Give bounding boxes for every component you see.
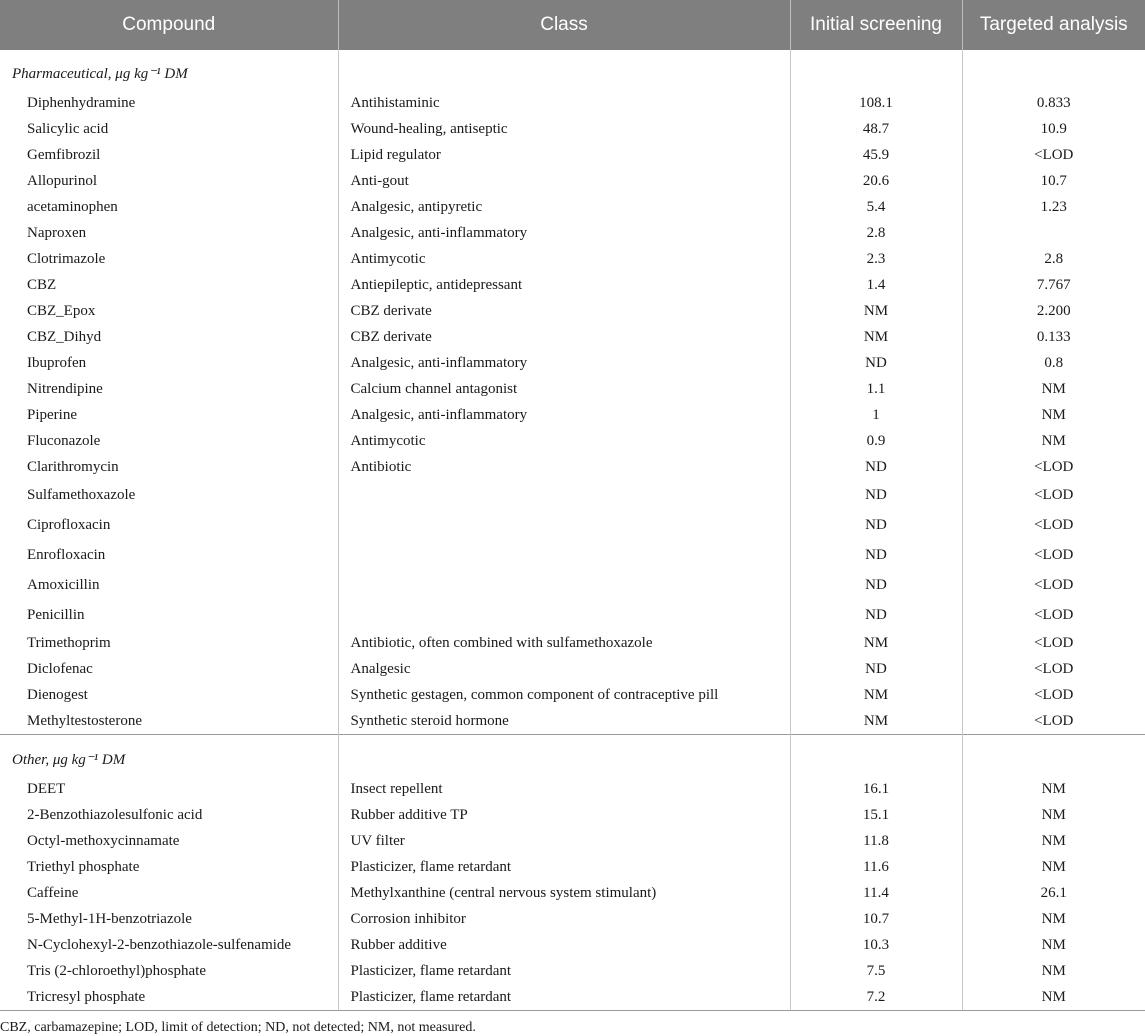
compound-cell: Salicylic acid — [0, 116, 338, 142]
initial-screening-cell: NM — [790, 324, 962, 350]
header-initial-screening: Initial screening — [790, 0, 962, 50]
compound-cell: Naproxen — [0, 220, 338, 246]
class-cell: Anti-gout — [338, 168, 790, 194]
targeted-analysis-cell: 2.8 — [1044, 250, 1064, 267]
targeted-analysis-cell: 7.767 — [1036, 276, 1071, 293]
initial-screening-cell: 10.3 — [790, 932, 962, 958]
table-row — [0, 376, 1145, 402]
compound-cell: Diphenhydramine — [0, 90, 338, 116]
initial-screening-cell: ND — [790, 454, 962, 480]
table-footnote: CBZ, carbamazepine; LOD, limit of detection; ND, not detected; NM, not measured. — [0, 1020, 476, 1035]
table-row — [0, 984, 1145, 1011]
targeted-analysis-cell: <LOD — [1034, 146, 1074, 163]
table-row — [0, 656, 1145, 682]
table-row — [0, 854, 1145, 880]
targeted-analysis-cell: NM — [1041, 962, 1066, 979]
class-cell: Analgesic, anti-inflammatory — [338, 402, 790, 428]
class-cell: Antibiotic, often combined with sulfamethoxazole — [338, 630, 790, 656]
initial-screening-cell: ND — [790, 480, 962, 510]
section-header-row — [0, 735, 1145, 777]
targeted-analysis-cell: <LOD — [1034, 634, 1074, 651]
initial-screening-cell: 5.4 — [790, 194, 962, 220]
initial-screening-cell: 7.2 — [790, 984, 962, 1011]
initial-screening-cell: 1.1 — [790, 376, 962, 402]
section-header-row — [0, 50, 1145, 90]
table-row — [0, 298, 1145, 324]
table-header-row — [0, 0, 1145, 50]
class-cell: Antibiotic — [338, 454, 790, 480]
initial-screening-cell: NM — [790, 682, 962, 708]
targeted-analysis-cell: <LOD — [1034, 576, 1074, 593]
table-row — [0, 220, 1145, 246]
compound-cell: 2-Benzothiazolesulfonic acid — [0, 802, 338, 828]
class-cell — [338, 540, 790, 570]
compound-cell: CBZ_Epox — [0, 298, 338, 324]
initial-screening-cell: ND — [790, 540, 962, 570]
initial-screening-cell: 2.8 — [790, 220, 962, 246]
table-row — [0, 350, 1145, 376]
compound-cell: Allopurinol — [0, 168, 338, 194]
table-row — [0, 540, 1145, 570]
section-empty-cell — [338, 735, 790, 777]
class-cell: Insect repellent — [338, 776, 790, 802]
targeted-analysis-cell: <LOD — [1034, 516, 1074, 533]
section-title: Other, μg kg⁻¹ DM — [0, 735, 338, 777]
class-cell: Antiepileptic, antidepressant — [338, 272, 790, 298]
initial-screening-cell: ND — [790, 600, 962, 630]
compound-cell: Clotrimazole — [0, 246, 338, 272]
table-row — [0, 932, 1145, 958]
table-row — [0, 802, 1145, 828]
class-cell: Wound-healing, antiseptic — [338, 116, 790, 142]
compound-cell: Ciprofloxacin — [0, 510, 338, 540]
class-cell: Rubber additive — [338, 932, 790, 958]
table-row — [0, 570, 1145, 600]
compound-cell: Piperine — [0, 402, 338, 428]
targeted-analysis-cell: NM — [962, 984, 1145, 1011]
targeted-analysis-cell: <LOD — [1034, 660, 1074, 677]
table-row — [0, 630, 1145, 656]
initial-screening-cell: 16.1 — [790, 776, 962, 802]
initial-screening-cell: 0.9 — [790, 428, 962, 454]
table-row — [0, 828, 1145, 854]
targeted-analysis-cell: NM — [1041, 858, 1066, 875]
table-row — [0, 708, 1145, 735]
targeted-analysis-cell: 26.1 — [1040, 884, 1067, 901]
section-empty-cell — [962, 735, 1145, 777]
compound-cell: N-Cyclohexyl-2-benzothiazole-sulfenamide — [0, 932, 338, 958]
section-empty-cell — [962, 50, 1145, 90]
targeted-analysis-cell: NM — [1041, 380, 1066, 397]
targeted-analysis-cell: <LOD — [1034, 606, 1074, 623]
class-cell: Antimycotic — [338, 428, 790, 454]
class-cell: Plasticizer, flame retardant — [338, 854, 790, 880]
targeted-analysis-cell: 10.7 — [1040, 172, 1067, 189]
targeted-analysis-cell: NM — [1041, 936, 1066, 953]
table-row — [0, 90, 1145, 116]
class-cell: Analgesic, anti-inflammatory — [338, 220, 790, 246]
header-compound: Compound — [0, 0, 338, 50]
section-title: Pharmaceutical, μg kg⁻¹ DM — [0, 50, 338, 90]
class-cell — [338, 570, 790, 600]
targeted-analysis-cell: <LOD — [1034, 686, 1074, 703]
section-empty-cell — [790, 50, 962, 90]
initial-screening-cell: 108.1 — [790, 90, 962, 116]
class-cell — [338, 600, 790, 630]
initial-screening-cell: 20.6 — [790, 168, 962, 194]
targeted-analysis-cell: 1.23 — [1040, 198, 1067, 215]
header-class: Class — [338, 0, 790, 50]
section-empty-cell — [790, 735, 962, 777]
targeted-analysis-cell: NM — [1041, 806, 1066, 823]
targeted-analysis-cell: NM — [1041, 832, 1066, 849]
compound-cell: CBZ — [0, 272, 338, 298]
compound-cell: Ibuprofen — [0, 350, 338, 376]
class-cell — [338, 510, 790, 540]
compound-cell: Nitrendipine — [0, 376, 338, 402]
initial-screening-cell: ND — [790, 570, 962, 600]
class-cell: Antihistaminic — [338, 90, 790, 116]
compound-cell: Triethyl phosphate — [0, 854, 338, 880]
initial-screening-cell: 1 — [790, 402, 962, 428]
compound-cell: Octyl-methoxycinnamate — [0, 828, 338, 854]
table-row — [0, 958, 1145, 984]
targeted-analysis-cell: <LOD — [1034, 458, 1074, 475]
compound-cell: Enrofloxacin — [0, 540, 338, 570]
targeted-analysis-cell: 2.200 — [1036, 302, 1071, 319]
initial-screening-cell: 45.9 — [790, 142, 962, 168]
compound-cell: Caffeine — [0, 880, 338, 906]
class-cell: CBZ derivate — [338, 298, 790, 324]
compound-cell: 5-Methyl-1H-benzotriazole — [0, 906, 338, 932]
compound-cell: Clarithromycin — [0, 454, 338, 480]
targeted-analysis-cell: <LOD — [1034, 546, 1074, 563]
targeted-analysis-cell: <LOD — [1034, 486, 1074, 503]
initial-screening-cell: ND — [790, 656, 962, 682]
class-cell: Plasticizer, flame retardant — [338, 984, 790, 1011]
targeted-analysis-cell: NM — [1041, 910, 1066, 927]
class-cell: Analgesic, antipyretic — [338, 194, 790, 220]
initial-screening-cell: 1.4 — [790, 272, 962, 298]
compound-cell: Diclofenac — [0, 656, 338, 682]
class-cell: Corrosion inhibitor — [338, 906, 790, 932]
targeted-analysis-cell: 10.9 — [1040, 120, 1067, 137]
initial-screening-cell: 11.4 — [790, 880, 962, 906]
class-cell: Calcium channel antagonist — [338, 376, 790, 402]
table-row — [0, 454, 1145, 480]
compound-cell: Trimethoprim — [0, 630, 338, 656]
class-cell: Synthetic gestagen, common component of contraceptive pill — [338, 682, 790, 708]
targeted-analysis-cell — [962, 220, 1145, 246]
initial-screening-cell: ND — [790, 350, 962, 376]
table-row — [0, 168, 1145, 194]
initial-screening-cell: NM — [790, 708, 962, 735]
class-cell: Synthetic steroid hormone — [338, 708, 790, 735]
compound-cell: Penicillin — [0, 600, 338, 630]
table-row — [0, 510, 1145, 540]
initial-screening-cell: 10.7 — [790, 906, 962, 932]
table-row — [0, 480, 1145, 510]
class-cell: CBZ derivate — [338, 324, 790, 350]
initial-screening-cell: NM — [790, 630, 962, 656]
table-row — [0, 194, 1145, 220]
targeted-analysis-cell: 0.133 — [1036, 328, 1071, 345]
compound-cell: Methyltestosterone — [0, 708, 338, 735]
class-cell: Analgesic, anti-inflammatory — [338, 350, 790, 376]
compound-cell: Tris (2-chloroethyl)phosphate — [0, 958, 338, 984]
compound-cell: DEET — [0, 776, 338, 802]
compound-cell: Dienogest — [0, 682, 338, 708]
initial-screening-cell: 15.1 — [790, 802, 962, 828]
table-row — [0, 142, 1145, 168]
table-row — [0, 402, 1145, 428]
initial-screening-cell: 2.3 — [790, 246, 962, 272]
class-cell: Rubber additive TP — [338, 802, 790, 828]
class-cell — [338, 480, 790, 510]
targeted-analysis-cell: 0.833 — [1036, 94, 1071, 111]
compound-cell: Gemfibrozil — [0, 142, 338, 168]
class-cell: UV filter — [338, 828, 790, 854]
class-cell: Analgesic — [338, 656, 790, 682]
table-row — [0, 600, 1145, 630]
header-targeted-analysis: Targeted analysis — [962, 0, 1145, 50]
targeted-analysis-cell: NM — [1041, 432, 1066, 449]
table-row — [0, 880, 1145, 906]
compound-cell: Tricresyl phosphate — [0, 984, 338, 1011]
compound-cell: Fluconazole — [0, 428, 338, 454]
initial-screening-cell: 48.7 — [790, 116, 962, 142]
class-cell: Plasticizer, flame retardant — [338, 958, 790, 984]
initial-screening-cell: 11.6 — [790, 854, 962, 880]
section-empty-cell — [338, 50, 790, 90]
compound-cell: acetaminophen — [0, 194, 338, 220]
table-body — [0, 50, 1145, 1011]
targeted-analysis-cell: 0.8 — [1044, 354, 1064, 371]
table-row — [0, 272, 1145, 298]
initial-screening-cell: 11.8 — [790, 828, 962, 854]
targeted-analysis-cell: NM — [1041, 780, 1066, 797]
table-row — [0, 116, 1145, 142]
class-cell: Antimycotic — [338, 246, 790, 272]
table-row — [0, 776, 1145, 802]
compound-cell: Sulfamethoxazole — [0, 480, 338, 510]
table-row — [0, 682, 1145, 708]
class-cell: Lipid regulator — [338, 142, 790, 168]
table-row — [0, 428, 1145, 454]
initial-screening-cell: 7.5 — [790, 958, 962, 984]
compound-cell: Amoxicillin — [0, 570, 338, 600]
initial-screening-cell: ND — [790, 510, 962, 540]
initial-screening-cell: NM — [790, 298, 962, 324]
class-cell: Methylxanthine (central nervous system stimulant) — [338, 880, 790, 906]
table-row — [0, 246, 1145, 272]
targeted-analysis-cell: <LOD — [1034, 712, 1074, 729]
table-row — [0, 324, 1145, 350]
targeted-analysis-cell: NM — [1041, 406, 1066, 423]
table-row — [0, 906, 1145, 932]
compound-cell: CBZ_Dihyd — [0, 324, 338, 350]
